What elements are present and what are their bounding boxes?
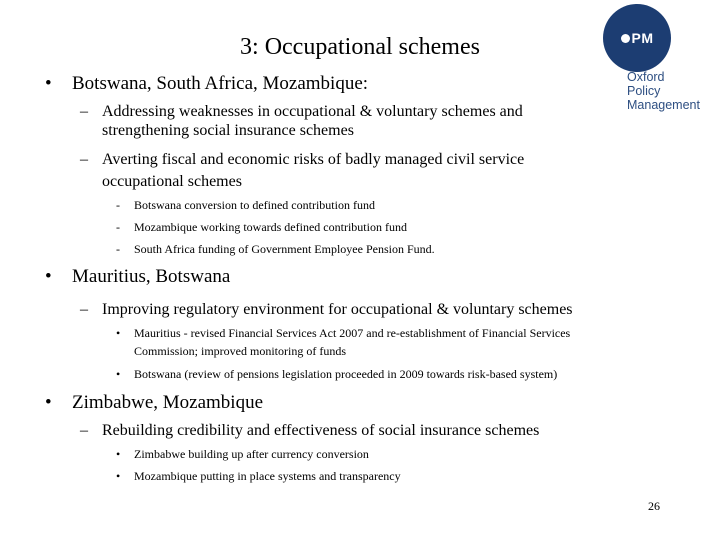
detail-point-text: Commission; improved monitoring of funds [134,344,346,358]
sub-point-text: strengthening social insurance schemes [102,122,354,139]
dash-marker: – [80,103,88,120]
bullet-marker: • [116,326,121,340]
slide-title: 3: Occupational schemes [240,34,480,60]
section-heading-text: Botswana, South Africa, Mozambique: [72,73,369,94]
detail-point-text: Mauritius - revised Financial Services Act 2007 and re-establishment of Financial Services [134,326,571,340]
logo-dot-icon [621,34,630,43]
bullet-marker: • [116,469,121,483]
hyphen-marker: - [116,220,120,234]
opm-logo [603,4,720,116]
page-number: 26 [648,499,660,513]
logo-line-oxford: Oxford [627,70,665,84]
sub-point-text: occupational schemes [102,173,242,190]
detail-point-text: Botswana (review of pensions legislation proceeded in 2009 towards risk-based system) [134,367,558,381]
section-heading-text: Mauritius, Botswana [72,266,231,287]
detail-point-text: Mozambique working towards defined contribution fund [134,220,407,234]
detail-point-text: Mozambique putting in place systems and transparency [134,469,401,483]
dash-marker: – [80,151,88,168]
logo-mark-text: PM [631,30,654,46]
dash-marker: – [80,422,88,439]
logo-wordmark [627,70,720,112]
detail-point-text: South Africa funding of Government Employee Pension Fund. [134,242,435,256]
detail-point-text: Botswana conversion to defined contribution fund [134,198,375,212]
logo-line-policy: Policy [627,84,661,98]
sub-point-text: Improving regulatory environment for occupational & voluntary schemes [102,301,573,318]
bullet-marker: • [116,367,121,381]
hyphen-marker: - [116,242,120,256]
sub-point-text: Rebuilding credibility and effectiveness of social insurance schemes [102,422,540,439]
hyphen-marker: - [116,198,120,212]
bullet-marker: • [45,73,52,94]
logo-line-management: Management [627,98,700,112]
sub-point-text: Averting fiscal and economic risks of badly managed civil service [102,151,525,168]
bullet-marker: • [45,266,52,287]
section-heading-text: Zimbabwe, Mozambique [72,392,264,413]
bullet-marker: • [116,447,121,461]
sub-point-text: Addressing weaknesses in occupational & voluntary schemes and [102,103,523,120]
dash-marker: – [80,301,88,318]
detail-point-text: Zimbabwe building up after currency conversion [134,447,369,461]
bullet-marker: • [45,392,52,413]
logo-mark [603,26,671,50]
